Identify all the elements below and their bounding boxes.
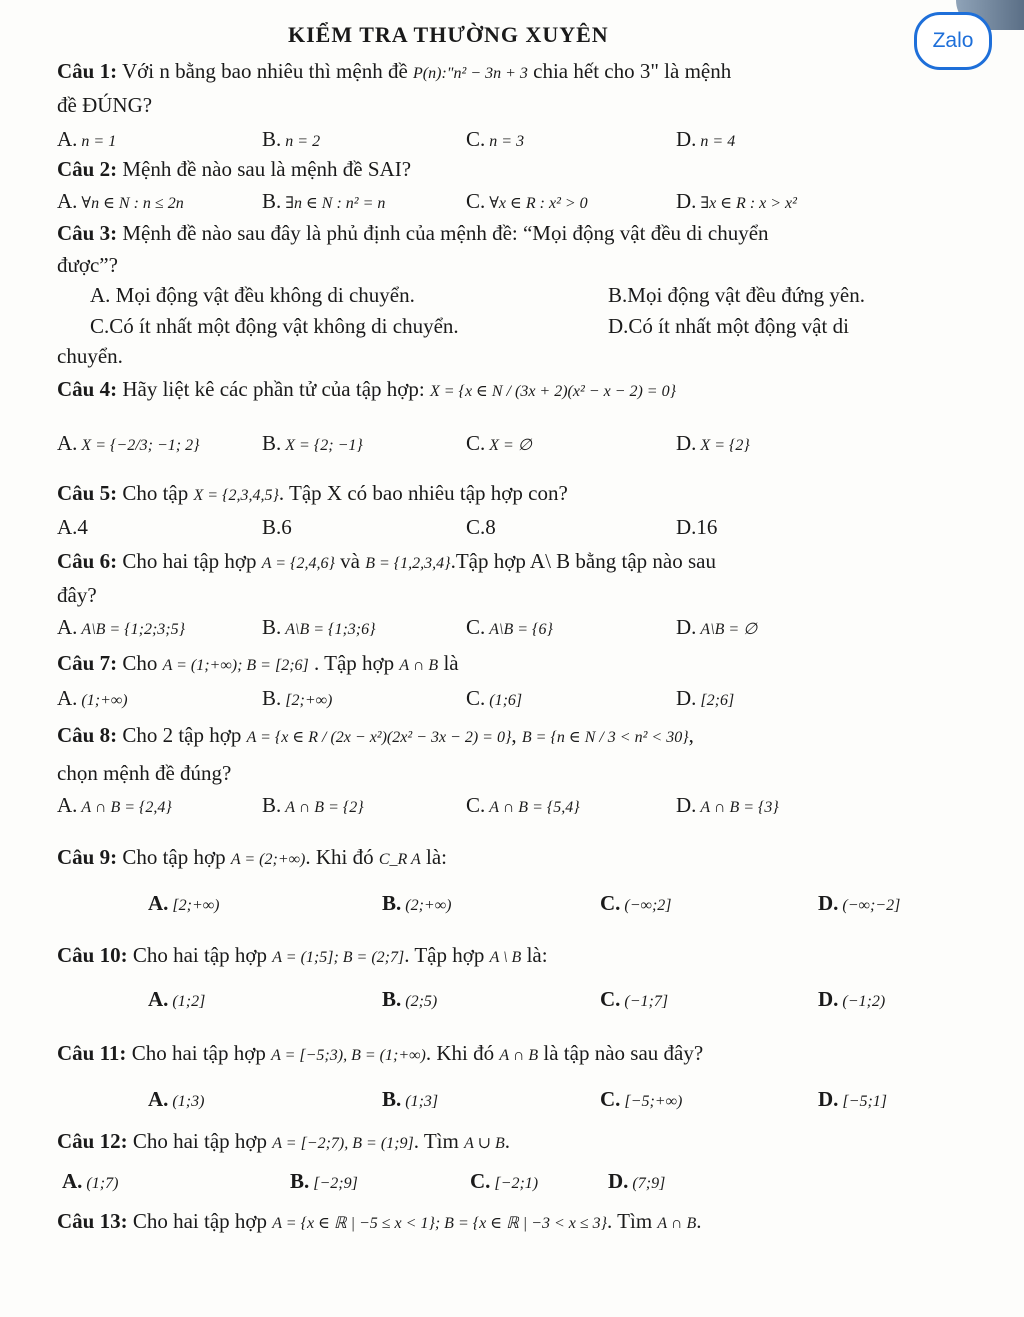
option-d[interactable] <box>818 986 885 1015</box>
question-label: Câu 11: <box>57 1041 127 1065</box>
option-value: n = 2 <box>285 133 321 150</box>
option-c[interactable] <box>466 514 496 540</box>
question-1 <box>57 58 731 87</box>
question-label: Câu 7: <box>57 651 118 675</box>
option-value: A\B = {6} <box>489 621 553 638</box>
option-label: B. <box>262 793 282 817</box>
question-4 <box>57 376 676 405</box>
question-text: Cho tập hợp <box>122 845 226 869</box>
option-b[interactable] <box>382 1086 438 1115</box>
option-label: A. <box>148 1087 169 1111</box>
question-text: . Khi đó <box>425 1041 495 1065</box>
option-b[interactable] <box>262 126 320 155</box>
question-12 <box>57 1128 510 1157</box>
option-c[interactable] <box>600 890 672 919</box>
question-math: X = {2,3,4,5} <box>193 487 279 504</box>
option-c[interactable] <box>466 792 580 821</box>
option-label: C. <box>600 891 621 915</box>
question-text: Hãy liệt kê các phần tử của tập hợp: <box>122 377 425 401</box>
question-text: và <box>340 549 360 573</box>
question-text: Cho tập <box>122 481 189 505</box>
option-label: A. <box>57 431 78 455</box>
option-value: A\B = {1;2;3;5} <box>81 621 185 638</box>
option-value: ∃x ∈ R : x > x² <box>700 195 797 212</box>
option-b[interactable] <box>262 792 364 821</box>
option-b[interactable] <box>382 986 437 1015</box>
question-2 <box>57 156 411 182</box>
option-d-cont: chuyển. <box>57 344 123 368</box>
question-text: Cho hai tập hợp <box>132 1129 268 1153</box>
option-label: A. <box>57 189 78 213</box>
option-d[interactable] <box>676 188 797 217</box>
option-value: [−2;1) <box>494 1175 539 1192</box>
question-math: A = [−5;3), B = (1;+∞) <box>271 1047 426 1064</box>
question-label: Câu 12: <box>57 1129 128 1153</box>
question-text: . Tập hợp <box>314 651 395 675</box>
option-value: n = 4 <box>700 133 736 150</box>
option-b[interactable] <box>382 890 451 919</box>
option-b[interactable] <box>262 430 363 459</box>
question-8-cont: chọn mệnh đề đúng? <box>57 761 232 785</box>
question-5 <box>57 480 568 509</box>
option-value: (2;5) <box>405 993 438 1010</box>
option-label: A. <box>62 1169 83 1193</box>
option-value: ∃n ∈ N : n² = n <box>285 195 386 212</box>
question-text: Cho hai tập hợp <box>132 943 268 967</box>
zalo-label: Zalo <box>932 29 974 52</box>
option-value: Có ít nhất một động vật di <box>628 314 849 338</box>
question-math: A = (2;+∞) <box>230 851 306 868</box>
question-text: . <box>696 1209 702 1233</box>
option-value: ∀x ∈ R : x² > 0 <box>489 195 588 212</box>
option-label: D. <box>818 891 839 915</box>
option-d[interactable] <box>676 614 757 643</box>
question-text: là: <box>426 845 448 869</box>
question-text: . Tập hợp <box>404 943 485 967</box>
option-b[interactable] <box>262 188 385 217</box>
option-label: A. <box>90 283 111 307</box>
question-1-cont: đề ĐÚNG? <box>57 93 153 117</box>
option-label: C. <box>466 686 486 710</box>
option-label: B. <box>262 686 282 710</box>
question-6-cont: đây? <box>57 583 97 607</box>
question-label: Câu 5: <box>57 481 118 505</box>
question-text: chia hết cho 3" là mệnh <box>533 59 732 83</box>
question-text: Cho 2 tập hợp <box>122 723 242 747</box>
option-a[interactable] <box>148 986 205 1015</box>
option-d[interactable] <box>676 792 779 821</box>
option-value: X = {2} <box>700 437 750 454</box>
question-label: Câu 6: <box>57 549 118 573</box>
option-value: A ∩ B = {5,4} <box>489 799 580 816</box>
question-math: B = {1,2,3,4} <box>365 555 451 572</box>
option-label: C. <box>90 314 110 338</box>
question-math: A = (1;5]; B = (2;7] <box>272 949 405 966</box>
question-math: A ∩ B <box>657 1215 697 1232</box>
option-label: B. <box>262 515 282 539</box>
question-text: là: <box>526 943 548 967</box>
option-c[interactable] <box>470 1168 538 1197</box>
option-c[interactable] <box>466 126 524 155</box>
option-value: [−5;1] <box>842 1093 887 1110</box>
option-d[interactable] <box>676 514 717 540</box>
option-c[interactable] <box>90 313 459 339</box>
option-value: [−2;9] <box>313 1175 358 1192</box>
option-value: A ∩ B = {3} <box>700 799 779 816</box>
option-label: D. <box>676 615 697 639</box>
question-text: . Tìm <box>607 1209 653 1233</box>
option-a[interactable] <box>57 792 172 821</box>
option-label: D. <box>676 515 697 539</box>
question-math: A = {2,4,6} <box>261 555 335 572</box>
option-value: (2;+∞) <box>405 897 452 914</box>
option-value: (−1;7] <box>624 993 669 1010</box>
question-math: A = [−2;7), B = (1;9] <box>272 1135 414 1152</box>
question-text: Mệnh đề nào sau đây là phủ định của mệnh đề: “Mọi động vật đều di chuyển <box>122 221 769 245</box>
question-text: Cho hai tập hợp <box>132 1209 268 1233</box>
option-value: Mọi động vật đều đứng yên. <box>627 283 865 307</box>
option-label: A. <box>57 615 78 639</box>
option-value: n = 1 <box>81 133 117 150</box>
option-label: D. <box>676 127 697 151</box>
option-value: (1;7) <box>86 1175 119 1192</box>
option-value: [2;+∞) <box>172 897 220 914</box>
option-value: A\B = ∅ <box>700 621 758 638</box>
question-text: . <box>504 1129 510 1153</box>
option-label: B. <box>262 431 282 455</box>
option-c[interactable] <box>600 1086 682 1115</box>
option-label: A. <box>57 686 78 710</box>
question-math: A = (1;+∞); B = [2;6] <box>162 657 309 674</box>
question-text: là <box>443 651 459 675</box>
option-label: C. <box>600 987 621 1011</box>
question-label: Câu 1: <box>57 59 118 83</box>
option-a[interactable] <box>62 1168 118 1197</box>
question-text: Với n bằng bao nhiêu thì mệnh đề <box>121 59 408 83</box>
option-value: (1;6] <box>489 692 523 709</box>
option-label: B. <box>262 189 282 213</box>
question-text: . Tập X có bao nhiêu tập hợp con? <box>278 481 568 505</box>
option-label: A. <box>57 793 78 817</box>
option-a[interactable] <box>57 685 128 714</box>
option-d[interactable] <box>676 685 734 714</box>
question-math: A ∪ B <box>464 1135 505 1152</box>
option-value: ∀n ∈ N : n ≤ 2n <box>81 195 184 212</box>
option-c[interactable] <box>600 986 668 1015</box>
page-title: KIỂM TRA THƯỜNG XUYÊN <box>288 22 609 47</box>
question-13 <box>57 1208 701 1237</box>
option-value: 8 <box>485 515 496 539</box>
question-text: . Tìm <box>413 1129 459 1153</box>
option-value: [2;+∞) <box>285 692 333 709</box>
option-label: A. <box>148 987 169 1011</box>
option-label: C. <box>466 431 486 455</box>
question-9 <box>57 844 447 873</box>
option-value: 4 <box>77 515 88 539</box>
option-label: D. <box>608 1169 629 1193</box>
option-label: B. <box>262 615 282 639</box>
option-label: D. <box>676 686 697 710</box>
option-b[interactable] <box>262 514 292 540</box>
option-label: B. <box>382 891 402 915</box>
option-label: C. <box>466 127 486 151</box>
question-6 <box>57 548 716 577</box>
option-value: (1;2] <box>172 993 206 1010</box>
question-label: Câu 9: <box>57 845 118 869</box>
option-value: X = {2; −1} <box>285 437 363 454</box>
question-text: .Tập hợp A\ B bằng tập nào sau <box>450 549 716 573</box>
option-value: (1;3) <box>172 1093 205 1110</box>
option-label: C. <box>600 1087 621 1111</box>
question-text: Cho hai tập hợp <box>122 549 257 573</box>
option-label: C. <box>466 793 486 817</box>
option-value: (−∞;−2] <box>842 897 901 914</box>
option-label: C. <box>466 189 486 213</box>
option-a[interactable] <box>57 430 199 459</box>
question-label: Câu 3: <box>57 221 118 245</box>
question-label: Câu 13: <box>57 1209 128 1233</box>
option-value: Có ít nhất một động vật không di chuyển. <box>109 314 459 338</box>
option-value: 16 <box>696 515 718 539</box>
question-7 <box>57 650 459 679</box>
question-math: A = {x ∈ R / (2x − x²)(2x² − 3x − 2) = 0} <box>246 729 512 746</box>
question-math: X = {x ∈ N / (3x + 2)(x² − x − 2) = 0} <box>429 383 676 400</box>
question-10 <box>57 942 548 971</box>
option-label: C. <box>466 615 486 639</box>
option-c[interactable] <box>466 614 553 643</box>
question-text: Mệnh đề nào sau là mệnh đề SAI? <box>122 157 412 181</box>
option-b[interactable] <box>290 1168 358 1197</box>
option-label: D. <box>608 314 629 338</box>
question-math: A \ B <box>489 949 522 966</box>
question-math: A ∩ B <box>499 1047 539 1064</box>
option-d[interactable] <box>676 126 735 155</box>
option-value: (7;9] <box>632 1175 666 1192</box>
option-value: A ∩ B = {2,4} <box>81 799 172 816</box>
option-value: Mọi động vật đều không di chuyển. <box>115 283 415 307</box>
option-a[interactable] <box>57 514 88 540</box>
option-d[interactable] <box>676 430 750 459</box>
option-value: X = {−2/3; −1; 2} <box>81 437 200 454</box>
question-math: A = {x ∈ ℝ | −5 ≤ x < 1}; B = {x ∈ ℝ | −3 < x ≤ 3} <box>272 1215 608 1232</box>
option-label: B. <box>382 987 402 1011</box>
question-label: Câu 4: <box>57 377 118 401</box>
option-d[interactable] <box>818 890 900 919</box>
option-value: [−5;+∞) <box>624 1093 683 1110</box>
option-label: D. <box>818 1087 839 1111</box>
option-a[interactable] <box>90 282 415 308</box>
option-value: [2;6] <box>700 692 735 709</box>
option-label: D. <box>818 987 839 1011</box>
question-3 <box>57 220 769 246</box>
option-label: D. <box>676 793 697 817</box>
option-value: n = 3 <box>489 133 525 150</box>
option-label: C. <box>466 515 486 539</box>
option-value: 6 <box>281 515 292 539</box>
option-a[interactable] <box>57 126 116 155</box>
option-a[interactable] <box>57 188 184 217</box>
zalo-button[interactable] <box>914 12 992 70</box>
option-d[interactable] <box>608 1168 665 1197</box>
option-d[interactable] <box>608 313 849 339</box>
option-label: A. <box>148 891 169 915</box>
option-label: A. <box>57 515 78 539</box>
option-label: B. <box>290 1169 310 1193</box>
option-a[interactable] <box>148 890 220 919</box>
option-b[interactable] <box>262 614 376 643</box>
option-label: A. <box>57 127 78 151</box>
question-text: . Khi đó <box>305 845 374 869</box>
option-label: B. <box>608 283 628 307</box>
option-label: B. <box>262 127 282 151</box>
question-math: P(n):"n² − 3n + 3 <box>413 65 528 82</box>
option-label: B. <box>382 1087 402 1111</box>
question-text: Cho <box>122 651 158 675</box>
question-math: B = {n ∈ N / 3 < n² < 30} <box>521 729 689 746</box>
option-d[interactable] <box>818 1086 887 1115</box>
option-value: A ∩ B = {2} <box>285 799 364 816</box>
option-label: D. <box>676 189 697 213</box>
question-3-cont: được”? <box>57 253 118 277</box>
option-value: (−1;2) <box>842 993 886 1010</box>
option-a[interactable] <box>148 1086 204 1115</box>
option-b[interactable] <box>262 685 332 714</box>
option-c[interactable] <box>466 430 532 459</box>
option-value: (−∞;2] <box>624 897 672 914</box>
question-11 <box>57 1040 703 1069</box>
question-text: là tập nào sau đây? <box>543 1041 704 1065</box>
option-value: X = ∅ <box>489 437 532 454</box>
option-value: (1;+∞) <box>81 692 128 709</box>
question-label: Câu 2: <box>57 157 118 181</box>
question-8: Câu 8: Cho 2 tập hợp A = {x ∈ R / (2x − x²)(2x² − 3x − 2) = 0}, B = {n ∈ N / 3 < n² < 30}, <box>57 723 694 747</box>
option-b[interactable] <box>608 282 865 308</box>
option-a[interactable] <box>57 614 185 643</box>
option-c[interactable] <box>466 685 522 714</box>
question-math: C_R A <box>378 851 421 868</box>
option-c[interactable] <box>466 188 588 217</box>
question-math: A ∩ B <box>399 657 439 674</box>
question-text: Cho hai tập hợp <box>131 1041 266 1065</box>
question-label: Câu 8: <box>57 723 118 747</box>
option-value: A\B = {1;3;6} <box>285 621 376 638</box>
question-label: Câu 10: <box>57 943 128 967</box>
option-label: D. <box>676 431 697 455</box>
option-label: C. <box>470 1169 491 1193</box>
option-value: (1;3] <box>405 1093 439 1110</box>
